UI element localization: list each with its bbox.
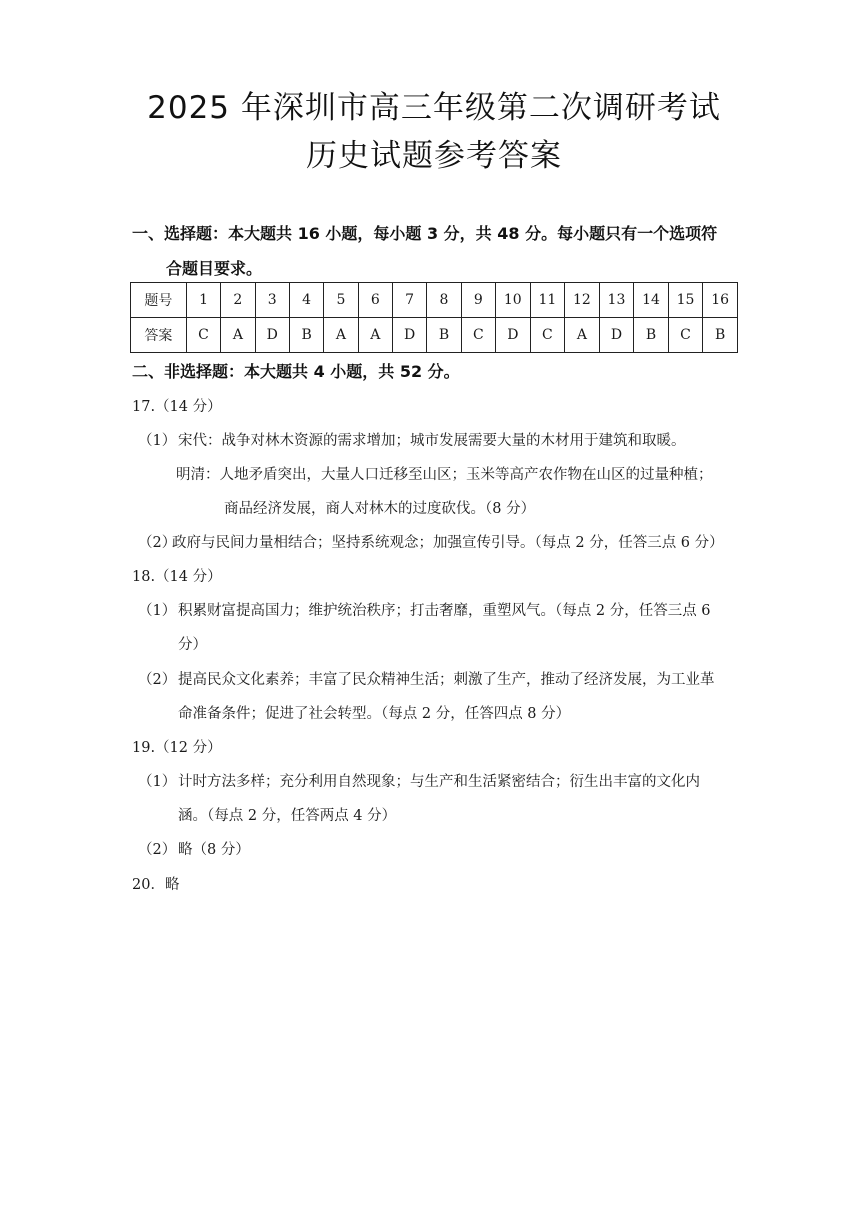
q17-part1-line1: 宋代：战争对林木资源的需求增加；城市发展需要大量的木材用于建筑和取暖。	[178, 433, 686, 449]
answer-cell: A	[324, 318, 358, 353]
q20-header: 20．略	[132, 877, 180, 893]
row-header-number: 题号	[131, 283, 187, 318]
answer-cell: C	[668, 318, 703, 353]
question-number-cell: 15	[668, 283, 703, 318]
document-subtitle: 历史试题参考答案	[306, 138, 562, 174]
question-number-cell: 16	[703, 283, 738, 318]
question-number-cell: 7	[392, 283, 426, 318]
answer-cell: B	[289, 318, 323, 353]
answer-cell: D	[392, 318, 426, 353]
answer-cell: C	[461, 318, 495, 353]
answer-table	[130, 282, 738, 353]
row-header-answer: 答案	[131, 318, 187, 353]
answer-cell: D	[599, 318, 634, 353]
section-1-heading: 一、选择题：本大题共 16 小题，每小题 3 分，共 48 分。每小题只有一个选项符	[132, 224, 718, 243]
question-number-cell: 13	[599, 283, 634, 318]
q18-part1-line2: 分）	[178, 637, 207, 653]
section-1-heading-cont: 合题目要求。	[166, 259, 263, 278]
question-number-cell: 3	[255, 283, 289, 318]
section-2-heading: 二、非选择题：本大题共 4 小题，共 52 分。	[132, 362, 460, 381]
answer-cell: D	[255, 318, 289, 353]
question-number-cell: 9	[461, 283, 495, 318]
question-number-cell: 6	[358, 283, 392, 318]
q19-part1-line1: 计时方法多样；充分利用自然现象；与生产和生活紧密结合；衍生出丰富的文化内	[178, 774, 700, 790]
answer-cell: C	[530, 318, 565, 353]
q19-part1-label: （1）	[138, 774, 177, 790]
question-number-cell: 10	[496, 283, 531, 318]
q17-part2-label: （2）	[138, 535, 177, 551]
q18-part2-line2: 命准备条件；促进了社会转型。（每点 2 分，任答四点 8 分）	[178, 706, 571, 722]
q18-header: 18.（14 分）	[132, 569, 222, 585]
answer-cell: A	[221, 318, 255, 353]
question-number-cell: 12	[565, 283, 600, 318]
question-number-cell: 14	[634, 283, 669, 318]
q19-part2-label: （2）	[138, 842, 177, 858]
answer-cell: C	[186, 318, 220, 353]
question-number-cell: 5	[324, 283, 358, 318]
q19-header: 19.（12 分）	[132, 740, 222, 756]
q19-part2-line1: 略（8 分）	[178, 842, 250, 858]
answer-cell: B	[427, 318, 461, 353]
answer-cell: A	[565, 318, 600, 353]
question-number-cell: 4	[289, 283, 323, 318]
q17-part1-line3: 商品经济发展，商人对林木的过度砍伐。（8 分）	[224, 501, 536, 517]
document-title: 2025 年深圳市高三年级第二次调研考试	[147, 90, 721, 126]
q18-part2-label: （2）	[138, 672, 177, 688]
q18-part1-label: （1）	[138, 603, 177, 619]
answer-cell: B	[703, 318, 738, 353]
q18-part2-line1: 提高民众文化素养；丰富了民众精神生活；刺激了生产，推动了经济发展，为工业革	[178, 672, 715, 688]
q18-part1-line1: 积累财富提高国力；维护统治秩序；打击奢靡，重塑风气。（每点 2 分，任答三点 6	[178, 603, 711, 619]
answer-row	[131, 318, 738, 353]
question-number-cell: 1	[186, 283, 220, 318]
question-number-cell: 8	[427, 283, 461, 318]
q17-part1-label: （1）	[138, 433, 177, 449]
q17-part1-line2: 明清：人地矛盾突出，大量人口迁移至山区；玉米等高产农作物在山区的过量种植；	[176, 467, 713, 483]
question-number-row	[131, 283, 738, 318]
q19-part1-line2: 涵。（每点 2 分，任答两点 4 分）	[178, 808, 397, 824]
answer-cell: A	[358, 318, 392, 353]
answer-cell: D	[496, 318, 531, 353]
question-number-cell: 11	[530, 283, 565, 318]
q17-header: 17.（14 分）	[132, 399, 222, 415]
question-number-cell: 2	[221, 283, 255, 318]
q17-part2-line1: 政府与民间力量相结合；坚持系统观念；加强宣传引导。（每点 2 分，任答三点 6 分）	[172, 535, 724, 551]
answer-cell: B	[634, 318, 669, 353]
